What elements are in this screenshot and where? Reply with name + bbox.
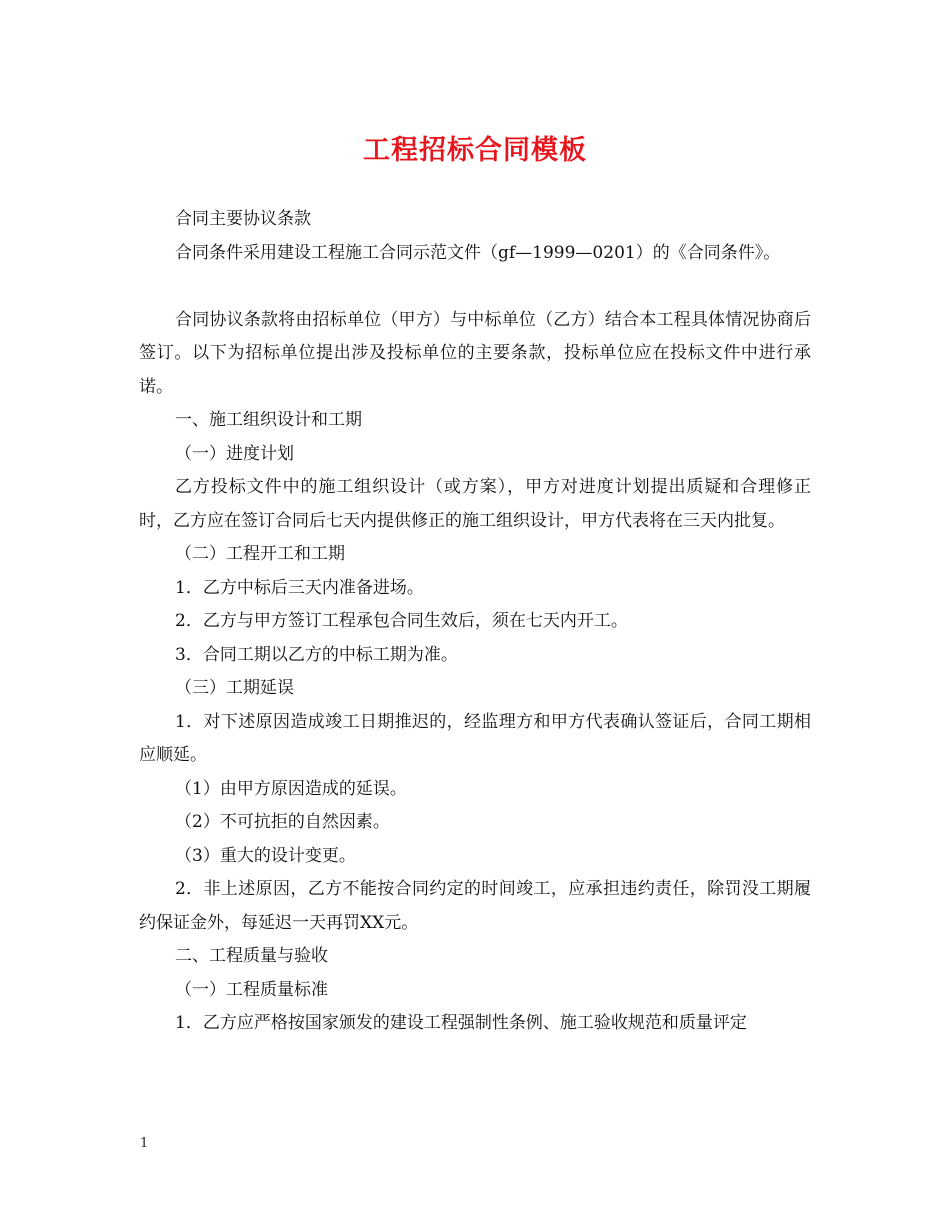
document-body [139,203,811,1041]
page-number: 1 [140,1136,149,1151]
paragraph: 合同协议条款将由招标单位（甲方）与中标单位（乙方）结合本工程具体情况协商后签订。以下为招标单位提出涉及投标单位的主要条款，投标单位应在投标文件中进行承诺。 [139,309,811,397]
paragraph: 合同条件采用建设工程施工合同示范文件（gf—1999—0201）的《合同条件》。 [175,242,781,263]
subsection-heading: （一）进度计划 [175,443,294,464]
list-item: 2．非上述原因，乙方不能按合同约定的时间竣工，应承担违约责任，除罚没工期履约保证金外，每延迟一天再罚XX元。 [139,879,811,933]
subsection-heading: （二）工程开工和工期 [175,544,345,564]
list-item: 1．乙方应严格按国家颁发的建设工程强制性条例、施工验收规范和质量评定 [175,1013,747,1033]
section-heading: 一、施工组织设计和工期 [175,410,362,430]
paragraph: 合同主要协议条款 [175,209,311,229]
document-title: 工程招标合同模板 [363,135,587,166]
paragraph: 乙方投标文件中的施工组织设计（或方案），甲方对进度计划提出质疑和合理修正时，乙方应在签订合同后七天内提供修正的施工组织设计，甲方代表将在三天内批复。 [139,477,811,531]
list-item: 1．对下述原因造成竣工日期推迟的，经监理方和甲方代表确认签证后，合同工期相应顺延。 [139,711,811,765]
list-item: 2．乙方与甲方签订工程承包合同生效后，须在七天内开工。 [175,611,628,631]
list-item: （2）不可抗拒的自然因素。 [175,812,390,832]
subsection-heading: （三）工期延误 [175,678,294,698]
section-heading: 二、工程质量与验收 [175,946,328,966]
list-item: 1．乙方中标后三天内准备进场。 [175,577,424,598]
blank-line [139,270,811,304]
list-item: 3．合同工期以乙方的中标工期为准。 [175,644,458,665]
subsection-heading: （一）工程质量标准 [175,979,328,1000]
list-item: （3）重大的设计变更。 [175,845,356,866]
list-item: （1）由甲方原因造成的延误。 [175,778,407,799]
